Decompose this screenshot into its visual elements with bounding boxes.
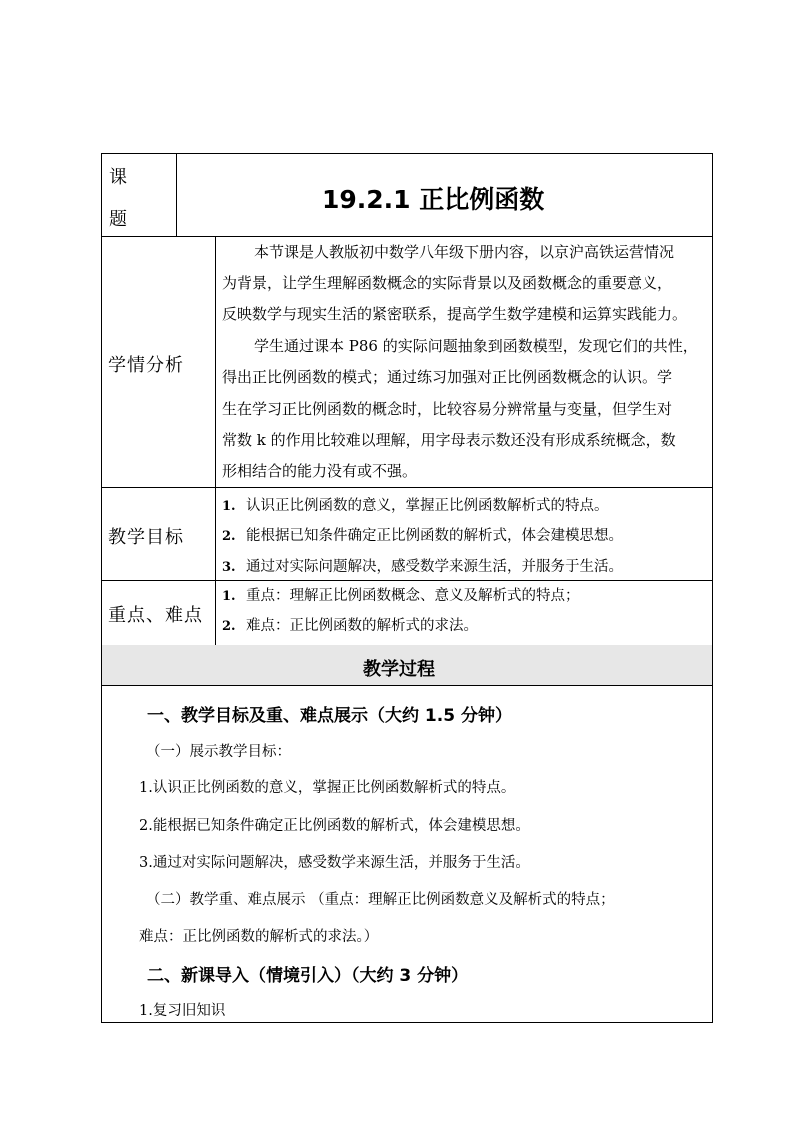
lesson-title: 19.2.1 正比例函数	[322, 185, 545, 214]
objective-number: 3.	[222, 560, 236, 575]
keypoint-text: 重点：理解正比例函数概念、意义及解析式的特点；	[246, 588, 580, 604]
analysis-line: 反映数学与现实生活的紧密联系，提高学生数学建模和运算实践能力。	[222, 305, 688, 323]
table-divider	[101, 685, 713, 686]
goal-item: 3.通过对实际问题解决，感受数学来源生活，并服务于生活。	[139, 855, 530, 871]
objectives-label: 教学目标	[108, 527, 184, 548]
objective-text: 认识正比例函数的意义，掌握正比例函数解析式的特点。	[246, 498, 609, 514]
table-divider	[176, 153, 177, 236]
keypoints-label: 重点、难点	[108, 605, 203, 626]
section-title: 二、新课导入（情境引入）（大约 3 分钟）	[147, 966, 469, 986]
table-divider	[215, 236, 216, 645]
objective-item	[222, 524, 623, 545]
keypoint-number: 1.	[222, 589, 236, 604]
keypoint-item	[222, 614, 478, 635]
objective-text: 能根据已知条件确定正比例函数的解析式，体会建模思想。	[246, 528, 623, 544]
subsection-continuation: 难点：正比例函数的解析式的求法。）	[139, 929, 379, 945]
process-heading: 教学过程	[363, 659, 435, 680]
goal-item: 2.能根据已知条件确定正比例函数的解析式，体会建模思想。	[139, 818, 530, 834]
objective-number: 1.	[222, 499, 236, 514]
topic-label-line1: 课	[109, 167, 128, 188]
analysis-line: 学生通过课本 P86 的实际问题抽象到函数模型，发现它们的共性，	[254, 337, 698, 355]
table-divider	[101, 580, 713, 581]
analysis-line: 形相结合的能力没有或不强。	[222, 462, 418, 480]
table-divider	[101, 487, 713, 488]
objective-item	[222, 494, 609, 515]
keypoint-item	[222, 584, 580, 605]
subsection-title: （一）展示教学目标：	[146, 744, 291, 760]
objective-number: 2.	[222, 529, 236, 544]
subsection-title: （二）教学重、难点展示 （重点：理解正比例函数意义及解析式的特点；	[146, 892, 615, 908]
review-item: 1.复习旧知识	[139, 1003, 226, 1019]
objective-item	[222, 555, 623, 576]
keypoint-number: 2.	[222, 619, 236, 634]
section-title: 一、教学目标及重、难点展示（大约 1.5 分钟）	[147, 706, 512, 726]
analysis-label: 学情分析	[108, 355, 184, 376]
analysis-line: 本节课是人教版初中数学八年级下册内容，以京沪高铁运营情况	[254, 243, 675, 261]
objective-text: 通过对实际问题解决，感受数学来源生活，并服务于生活。	[246, 559, 623, 575]
analysis-line: 得出正比例函数的模式；通过练习加强对正比例函数概念的认识。学	[222, 368, 673, 386]
topic-label-line2: 题	[109, 209, 128, 230]
analysis-line: 常数 k 的作用比较难以理解，用字母表示数还没有形成系统概念，数	[222, 431, 676, 449]
keypoint-text: 难点：正比例函数的解析式的求法。	[246, 618, 478, 634]
goal-item: 1.认识正比例函数的意义，掌握正比例函数解析式的特点。	[139, 780, 516, 796]
analysis-line: 生在学习正比例函数的概念时，比较容易分辨常量与变量，但学生对	[222, 400, 673, 418]
analysis-line: 为背景，让学生理解函数概念的实际背景以及函数概念的重要意义，	[222, 274, 673, 292]
